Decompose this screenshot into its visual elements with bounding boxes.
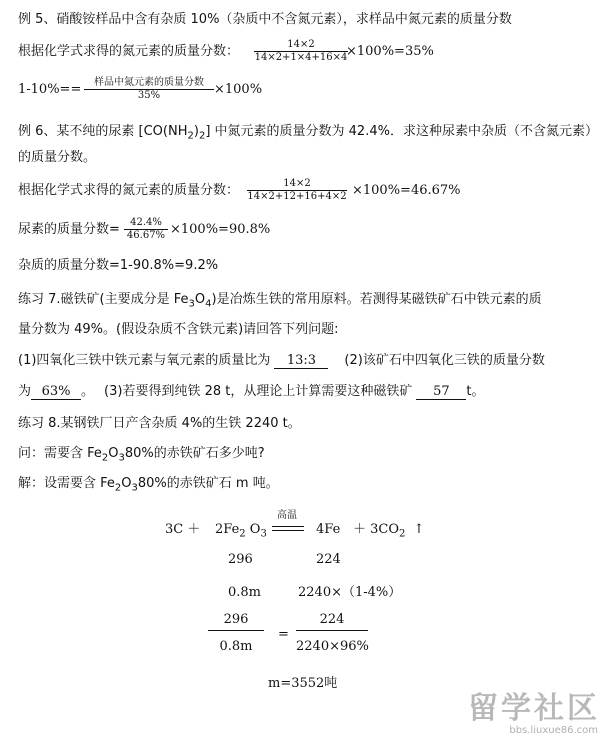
fraction-denominator: 14×2+12+16+4×2	[247, 191, 347, 202]
ex5-line2-prefix: 1-10%==	[18, 82, 82, 97]
fraction-denominator: 0.8m	[219, 639, 253, 654]
eq-text: O	[245, 522, 261, 537]
fraction-bar	[296, 630, 368, 631]
watermark	[468, 693, 600, 737]
p8-text: 80%的赤铁矿石 m 吨。	[137, 476, 279, 491]
eq-sub: 3	[260, 528, 267, 540]
eq-mass-2: 224	[316, 552, 341, 567]
p7-q3-prefix: (3)若要得到纯铁 28 t，从理论上计算需要这种磁铁矿	[104, 384, 413, 399]
ex6-line1-suffix: ×100%=46.67%	[352, 183, 461, 198]
p8-sub: 2	[114, 482, 122, 494]
ex6-line2-prefix: 尿素的质量分数=	[18, 222, 120, 237]
ex6-title-sub: 2	[198, 130, 206, 142]
up-arrow-icon: ↑	[413, 522, 425, 537]
p7-q3-answer: 57	[416, 384, 466, 400]
p7-line1	[18, 292, 542, 311]
p8-sub: 2	[101, 452, 109, 464]
p7-text: )是冶炼生铁的常用原料。若测得某磁铁矿石中铁元素的质	[211, 292, 542, 307]
p7-sub: 4	[205, 298, 212, 310]
fraction-denominator: 2240×96%	[296, 639, 369, 654]
fraction-numerator: 296	[223, 612, 249, 627]
ex6-line3: 杂质的质量分数=1-90.8%=9.2%	[18, 258, 219, 273]
eq-mass-1: 296	[228, 552, 253, 567]
eq-condition: 高温	[277, 510, 297, 521]
ex6-fraction-2	[124, 217, 168, 242]
ex5-line1-prefix: 根据化学式求得的氮元素的质量分数：	[18, 44, 240, 59]
p7-q1-answer: 13:3	[274, 353, 328, 369]
p7-line2: 量分数为 49%。(假设杂质不含铁元素)请回答下列问题:	[18, 322, 339, 337]
proportion-equals: =	[278, 627, 289, 642]
fraction-denominator: 46.67%	[126, 230, 166, 241]
fraction-bar	[208, 630, 264, 631]
eq-text: 2Fe	[215, 522, 240, 537]
p7-text: O	[194, 292, 206, 307]
p7-q2-prefix: (2)该矿石中四氧化三铁的质量分数	[344, 353, 545, 368]
p8-text: 问：需要含 Fe	[18, 446, 102, 461]
p7-text: 练习 7.磁铁矿(主要成分是 Fe	[18, 292, 189, 307]
eq-text: ＋ 3CO	[353, 522, 400, 537]
eq-reactant-fe2o3	[215, 522, 267, 541]
ex6-title-sub: 2	[187, 130, 194, 142]
eq-sub: 2	[239, 528, 246, 540]
fraction-numerator: 样品中氮元素的质量分数	[94, 77, 204, 88]
eq-reactant-carbon: 3C ＋	[165, 522, 201, 537]
proportion-left	[208, 612, 264, 655]
ex6-title-part: ] 中氮元素的质量分数为 42.4%．求这种尿素中杂质（不含氮元素）	[205, 124, 598, 139]
fraction-denominator: 35%	[137, 90, 161, 101]
ex5-fraction-1	[254, 39, 348, 64]
p8-text: O	[121, 476, 132, 491]
eq-double-line	[272, 526, 304, 531]
p7-q1-prefix: (1)四氧化三铁中铁元素与氧元素的质量比为	[18, 353, 271, 368]
watermark-url: bbs.liuxue86.com	[509, 725, 598, 736]
p7-q2-answer: 63%	[31, 384, 81, 400]
ex5-line1-suffix: ×100%=35%	[346, 44, 434, 59]
fraction-numerator: 224	[319, 612, 345, 627]
ex6-line1-prefix: 根据化学式求得的氮元素的质量分数：	[18, 183, 240, 198]
eq-given-2: 2240×（1-4%）	[298, 585, 402, 600]
p7-q2-dot: 。	[81, 384, 95, 399]
ex5-line2-suffix: ×100%	[214, 82, 263, 97]
p8-line1: 练习 8.某钢铁厂日产含杂质 4%的生铁 2240 t。	[18, 416, 301, 431]
ex6-title	[18, 124, 598, 143]
eq-product-fe: 4Fe	[316, 522, 341, 537]
fraction-numerator: 42.4%	[130, 217, 162, 228]
ex6-fraction-1	[247, 178, 347, 203]
result: m=3552吨	[268, 676, 338, 691]
ex5-title: 例 5、硝酸铵样品中含有杂质 10%（杂质中不含氮元素），求样品中氮元素的质量分数	[18, 12, 512, 27]
p7-q2-line	[18, 384, 484, 400]
ex6-title-part: )	[193, 124, 199, 139]
p7-q2-pre: 为	[18, 384, 32, 399]
p8-question	[18, 446, 265, 465]
proportion-right	[296, 612, 368, 655]
p8-text: O	[108, 446, 119, 461]
fraction-numerator: 14×2	[287, 39, 315, 50]
p7-q3-suffix: t。	[466, 384, 485, 399]
watermark-logo: 留学社区	[468, 691, 600, 726]
p8-text: 解：设需要含 Fe	[18, 476, 115, 491]
ex6-line2-suffix: ×100%=90.8%	[170, 222, 271, 237]
p8-text: 80%的赤铁矿石多少吨?	[124, 446, 265, 461]
p8-answer	[18, 476, 279, 495]
p7-sub: 3	[188, 298, 195, 310]
eq-given-1: 0.8m	[228, 585, 262, 600]
p7-q1-line	[18, 353, 545, 369]
fraction-numerator: 14×2	[283, 178, 311, 189]
ex6-title-part: 例 6、某不纯的尿素 [CO(NH	[18, 124, 188, 139]
fraction-denominator: 14×2+1×4+16×4	[254, 52, 348, 63]
ex6-title-cont: 的质量分数。	[18, 150, 97, 165]
eq-product-co2	[353, 522, 424, 541]
eq-sub: 2	[399, 528, 406, 540]
ex5-fraction-2	[84, 77, 214, 102]
p8-sub: 3	[131, 482, 138, 494]
p8-sub: 3	[118, 452, 125, 464]
